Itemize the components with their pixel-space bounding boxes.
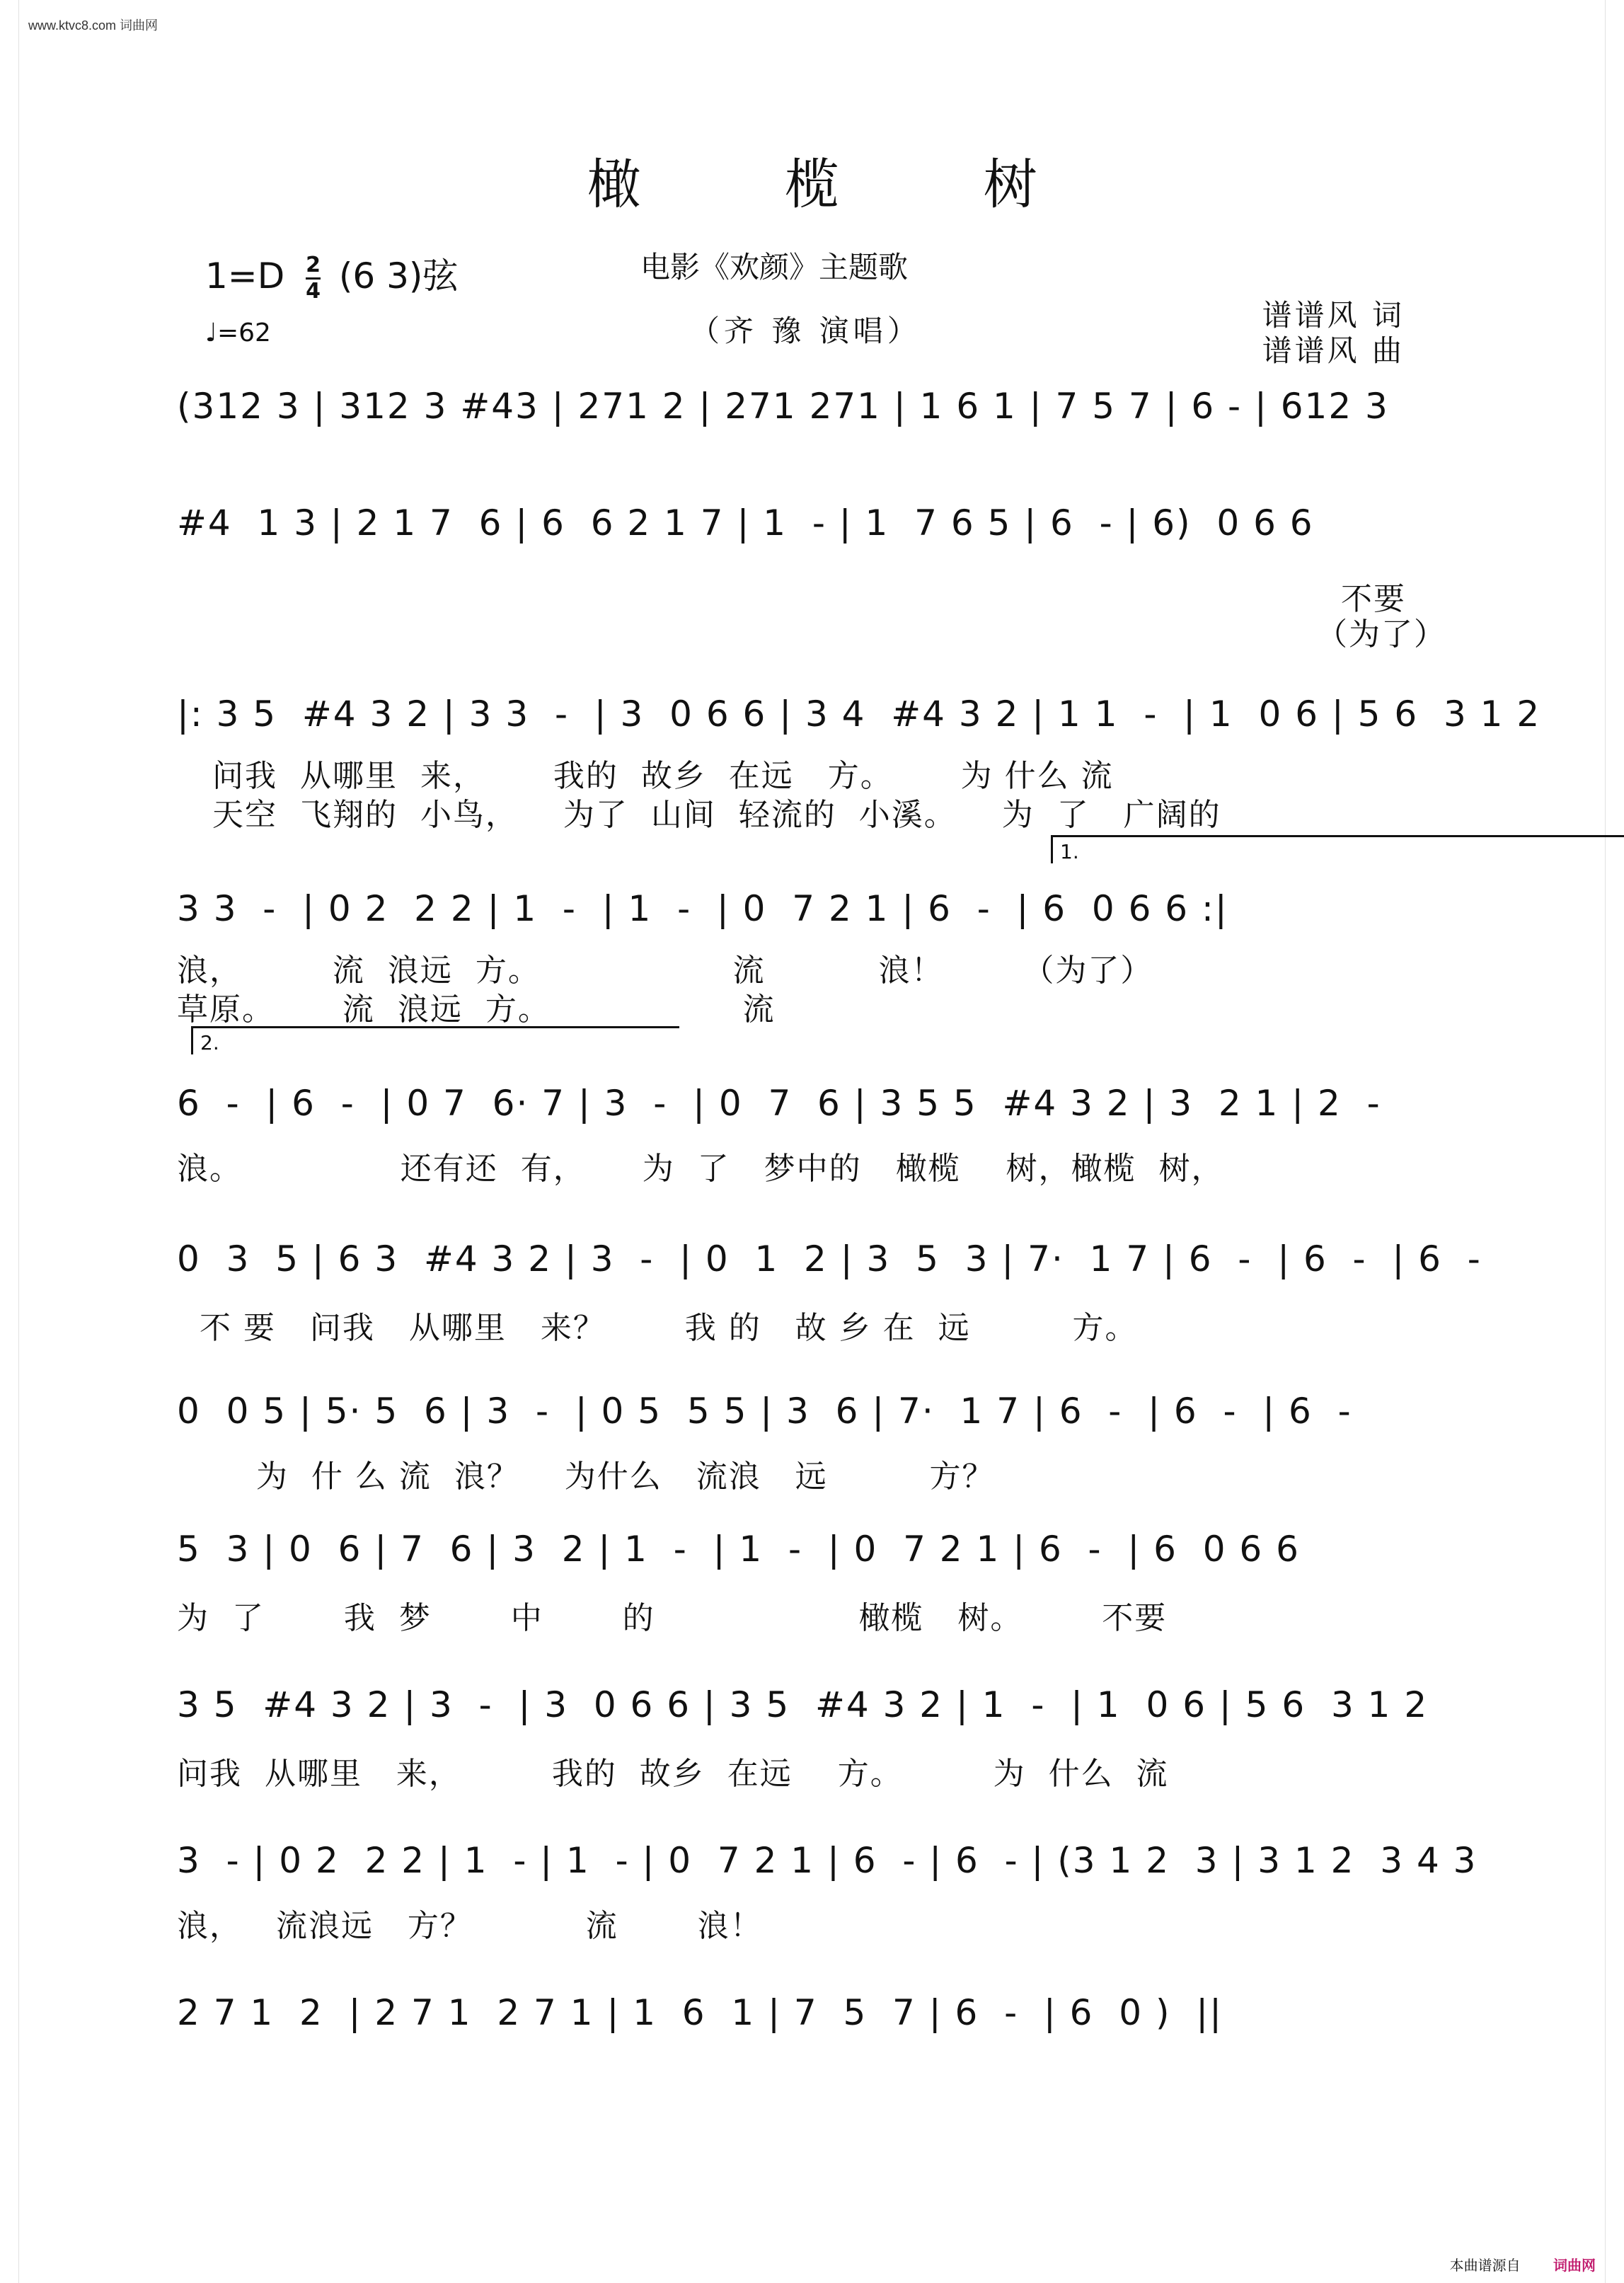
footer xyxy=(1450,2254,1596,2275)
notation-row-4: |: 3 5 #4 3 2 | 3 3 - | 3 0 6 6 | 3 4 #4 3 2 | 1 1 - | 1 0 6 | 5 6 3 1 2 xyxy=(177,694,1541,735)
staff-row-8 xyxy=(177,1391,1451,1497)
time-signature xyxy=(306,253,321,304)
site-watermark[interactable]: www.ktvc8.com 词曲网 xyxy=(28,18,159,33)
notation-row-12: 2 7 1 2 | 2 7 1 2 7 1 | 1 6 1 | 7 5 7 | 6 - | 6 0 ) || xyxy=(177,1992,1223,2033)
lyric-row-4-verse-2: 天空 飞翔的 小鸟， 为了 山间 轻流的 小溪。 为 了 广阔的 xyxy=(212,797,1221,833)
lyric-row-7: 不 要 问我 从哪里 来？ 我 的 故 乡 在 远 方。 xyxy=(177,1310,1138,1346)
lyric-row-5-verse-2: 草原。 流 浪远 方。 流 xyxy=(177,991,776,1028)
composer-credit: 谱谱风 曲 xyxy=(1262,333,1405,368)
instrument-text: (6 3)弦 xyxy=(338,255,459,297)
pickup-lyric-1: 不要 xyxy=(1341,581,1406,617)
pickup-lyric-2: （为了） xyxy=(1316,616,1446,652)
subtitle: 电影《欢颜》主题歌 xyxy=(640,250,909,284)
volta-2: 2. xyxy=(191,1026,679,1054)
left-margin-strip xyxy=(0,0,19,2283)
time-sig-bottom: 4 xyxy=(306,279,321,304)
notation-row-6: 6 - | 6 - | 0 7 6· 7 | 3 - | 0 7 6 | 3 5 5 #4 3 2 | 3 2 1 | 2 - xyxy=(177,1083,1381,1124)
lyricist-credit: 谱谱风 词 xyxy=(1262,298,1405,333)
staff-row-5 xyxy=(177,840,1451,1030)
staff-row-7 xyxy=(177,1238,1482,1346)
notation-row-11: 3 - | 0 2 2 2 | 1 - | 1 - | 0 7 2 1 | 6 - | 6 - | (3 1 2 3 | 3 1 2 3 4 3 xyxy=(177,1840,1478,1881)
staff-row-4 xyxy=(177,694,1541,835)
staff-row-9 xyxy=(177,1529,1451,1635)
staff-row-1 xyxy=(177,386,1451,442)
right-margin-strip xyxy=(1605,0,1624,2283)
footer-brand-link[interactable]: 词曲网 xyxy=(1553,2257,1596,2274)
lyric-row-9: 为 了 我 梦 中 的 橄榄 树。 不要 xyxy=(177,1600,1168,1636)
notation-row-10: 3 5 #4 3 2 | 3 - | 3 0 6 6 | 3 5 #4 3 2 | 1 - | 1 0 6 | 5 6 3 1 2 xyxy=(177,1684,1429,1725)
notation-row-2: #4 1 3 | 2 1 7 6 | 6 6 2 1 7 | 1 - | 1 7 6 5 | 6 - | 6) 0 6 6 xyxy=(177,502,1314,544)
key-text: 1=D xyxy=(205,255,285,297)
notation-row-9: 5 3 | 0 6 | 7 6 | 3 2 | 1 - | 1 - | 0 7 2 1 | 6 - | 6 0 6 6 xyxy=(177,1529,1300,1570)
lyric-row-4-verse-1: 问我 从哪里 来， 我的 故乡 在远 方。 为 什么 流 xyxy=(212,758,1114,794)
tempo-marking: ♩=62 xyxy=(205,318,271,347)
key-signature xyxy=(205,248,458,304)
lyric-row-10: 问我 从哪里 来， 我的 故乡 在远 方。 为 什么 流 xyxy=(177,1756,1169,1792)
notation-row-7: 0 3 5 | 6 3 #4 3 2 | 3 - | 0 1 2 | 3 5 3 | 7· 1 7 | 6 - | 6 - | 6 - xyxy=(177,1238,1482,1279)
notation-row-5: 3 3 - | 0 2 2 2 | 1 - | 1 - | 0 7 2 1 | 6 - | 6 0 6 6 :| xyxy=(177,888,1228,929)
notation-row-8: 0 0 5 | 5· 5 6 | 3 - | 0 5 5 5 | 3 6 | 7· 1 7 | 6 - | 6 - | 6 - xyxy=(177,1391,1352,1432)
footer-source: 本曲谱源自 xyxy=(1449,2257,1521,2274)
staff-row-3 xyxy=(177,573,1451,651)
volta-1: 1. xyxy=(1051,835,1624,863)
lyric-row-11: 浪， 流浪远 方？ 流 浪！ xyxy=(177,1908,763,1944)
singer-credit: （齐 豫 演唱） xyxy=(690,314,921,348)
staff-row-10 xyxy=(177,1684,1451,1790)
lyric-row-8: 为 什 么 流 浪？ 为什么 流浪 远 方？ xyxy=(177,1459,995,1495)
staff-row-2 xyxy=(177,502,1451,559)
lyric-row-5-verse-1: 浪， 流 浪远 方。 流 浪！ （为了） xyxy=(177,953,1153,989)
staff-row-6 xyxy=(177,1031,1451,1189)
staff-row-11 xyxy=(177,1840,1478,1946)
time-sig-top: 2 xyxy=(306,253,321,280)
staff-row-12 xyxy=(177,1992,1451,2070)
notation-row-1: (312 3 | 312 3 #43 | 271 2 | 271 271 | 1 6 1 | 7 5 7 | 6 - | 612 3 xyxy=(177,386,1389,427)
song-title: 橄 榄 树 xyxy=(587,153,1101,216)
lyric-row-6: 浪。 还有还 有， 为 了 梦中的 橄榄 树，橄榄 树， xyxy=(177,1151,1224,1187)
